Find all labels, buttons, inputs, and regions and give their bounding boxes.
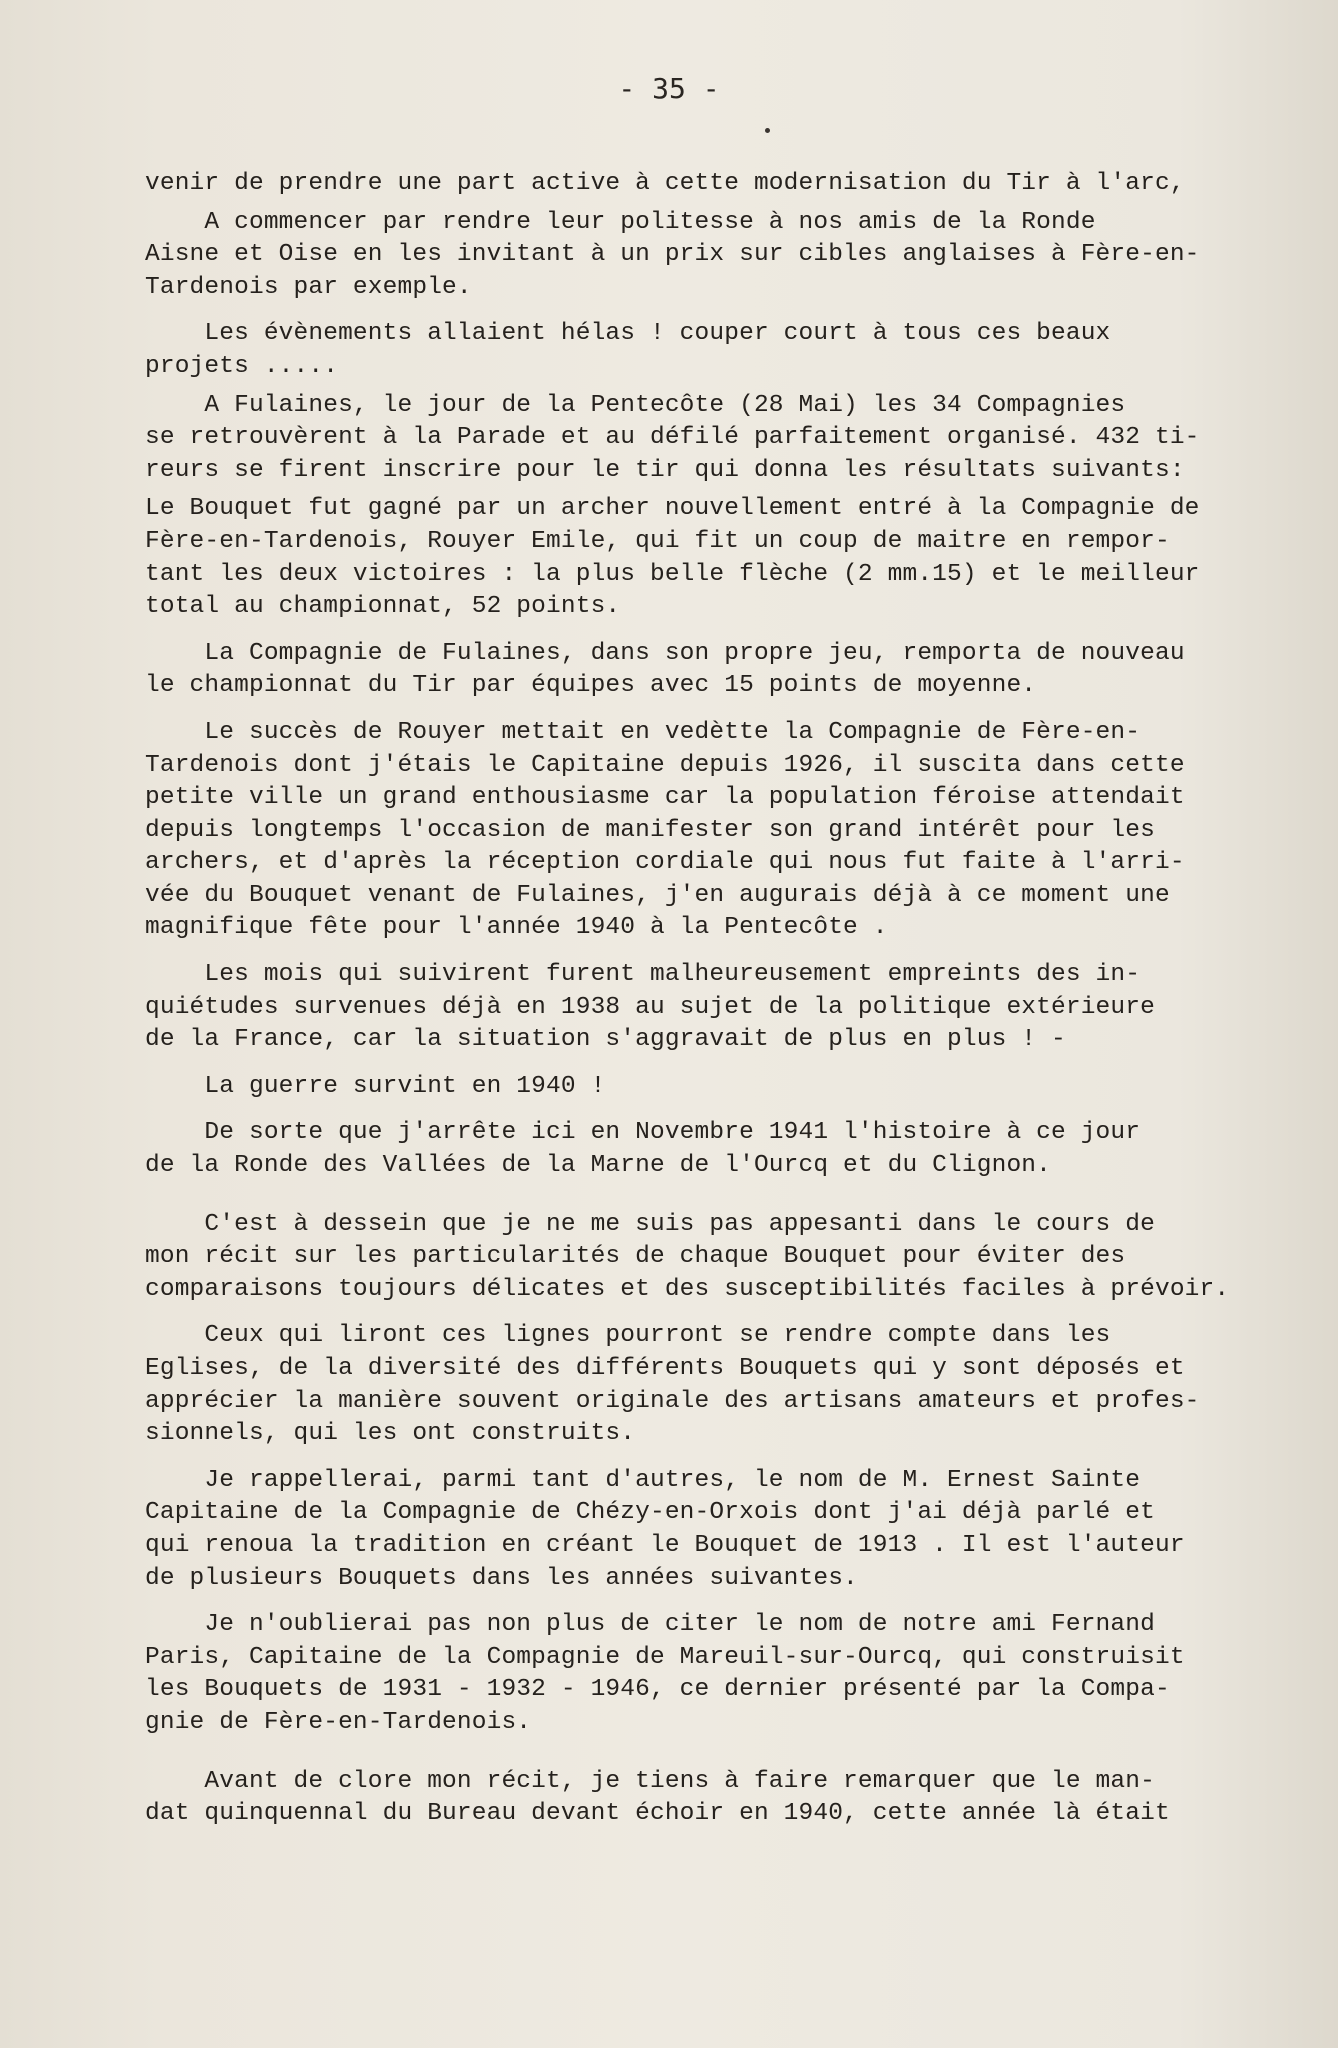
ink-speck — [765, 128, 770, 133]
text-line: petite ville un grand enthousiasme car la population féroise attendait — [145, 784, 1185, 812]
text-line: reurs se firent inscrire pour le tir qui donna les résultats suivants: — [145, 456, 1185, 484]
text-line: les Bouquets de 1931 - 1932 - 1946, ce dernier présenté par la Compa- — [145, 1676, 1170, 1704]
text-line: archers, et d'après la réception cordiale qui nous fut faite à l'arri- — [145, 849, 1185, 877]
text-line: Tardenois par exemple. — [145, 273, 472, 301]
text-line: C'est à dessein que je ne me suis pas appesanti dans le cours de — [145, 1210, 1155, 1238]
text-line: se retrouvèrent à la Parade et au défilé parfaitement organisé. 432 ti- — [145, 424, 1200, 452]
text-line: Eglises, de la diversité des différents Bouquets qui y sont déposés et — [145, 1355, 1185, 1382]
text-line: Le Bouquet fut gagné par un archer nouvellement entré à la Compagnie de — [145, 495, 1200, 523]
text-line: La Compagnie de Fulaines, dans son propre jeu, remporta de nouveau — [145, 639, 1185, 667]
text-line: dat quinquennal du Bureau devant échoir en 1940, cette année là était — [145, 1800, 1170, 1828]
text-line: sionnels, qui les ont construits. — [145, 1420, 636, 1448]
text-line: de la France, car la situation s'aggravait de plus en plus ! - — [145, 1026, 1066, 1054]
text-line: Avant de clore mon récit, je tiens à faire remarquer que le man- — [145, 1767, 1155, 1795]
text-line: Le succès de Rouyer mettait en vedètte la Compagnie de Fère-en- — [145, 718, 1141, 746]
text-line: venir de prendre une part active à cette modernisation du Tir à l'arc, — [145, 170, 1185, 197]
text-line: La guerre survint en 1940 ! — [145, 1072, 606, 1100]
text-line: gnie de Fère-en-Tardenois. — [145, 1708, 532, 1736]
text-line: le championnat du Tir par équipes avec 15 points de moyenne. — [145, 672, 1037, 700]
text-line: vée du Bouquet venant de Fulaines, j'en augurais déjà à ce moment une — [145, 881, 1170, 909]
text-line: A commencer par rendre leur politesse à nos amis de la Ronde — [145, 208, 1096, 236]
text-line: total au championnat, 52 points. — [145, 593, 621, 621]
text-line: Les évènements allaient hélas ! couper court à tous ces beaux — [145, 320, 1111, 348]
text-line: Tardenois dont j'étais le Capitaine depuis 1926, il suscita dans cette — [145, 751, 1185, 779]
text-line: Je rappellerai, parmi tant d'autres, le nom de M. Ernest Sainte — [145, 1466, 1141, 1494]
text-line: A Fulaines, le jour de la Pentecôte (28 Mai) les 34 Compagnies — [145, 391, 1126, 419]
text-line: Fère-en-Tardenois, Rouyer Emile, qui fit un coup de maitre en rempor- — [145, 527, 1170, 555]
text-line: de plusieurs Bouquets dans les années suivantes. — [145, 1564, 858, 1592]
text-line: quiétudes survenues déjà en 1938 au sujet de la politique extérieure — [145, 993, 1155, 1021]
text-line: depuis longtemps l'occasion de manifester son grand intérêt pour les — [145, 816, 1155, 844]
text-line: apprécier la manière souvent originale des artisans amateurs et profes- — [145, 1387, 1200, 1415]
text-line: Je n'oublierai pas non plus de citer le nom de notre ami Fernand — [145, 1611, 1155, 1639]
text-line: de la Ronde des Vallées de la Marne de l'Ourcq et du Clignon. — [145, 1152, 1051, 1180]
page-number: - 35 - — [618, 72, 720, 105]
text-line: Paris, Capitaine de la Compagnie de Mareuil-sur-Ourcq, qui construisit — [145, 1643, 1185, 1671]
text-line: Capitaine de la Compagnie de Chézy-en-Orxois dont j'ai déjà parlé et — [145, 1499, 1155, 1527]
text-line: tant les deux victoires : la plus belle flèche (2 mm.15) et le meilleur — [145, 560, 1200, 588]
body-text — [145, 168, 1305, 1831]
text-line: qui renoua la tradition en créant le Bouquet de 1913 . Il est l'auteur — [145, 1531, 1185, 1559]
text-line: De sorte que j'arrête ici en Novembre 1941 l'histoire à ce jour — [145, 1119, 1141, 1147]
text-line: comparaisons toujours délicates et des susceptibilités faciles à prévoir. — [145, 1275, 1230, 1303]
text-line: mon récit sur les particularités de chaque Bouquet pour éviter des — [145, 1243, 1126, 1271]
text-line: projets ..... — [145, 352, 339, 380]
text-line: Ceux qui liront ces lignes pourront se rendre compte dans les — [145, 1322, 1111, 1350]
text-line: Aisne et Oise en les invitant à un prix sur cibles anglaises à Fère-en- — [145, 241, 1200, 269]
text-line: Les mois qui suivirent furent malheureusement empreints des in- — [145, 961, 1141, 989]
text-line: magnifique fête pour l'année 1940 à la Pentecôte . — [145, 914, 888, 942]
